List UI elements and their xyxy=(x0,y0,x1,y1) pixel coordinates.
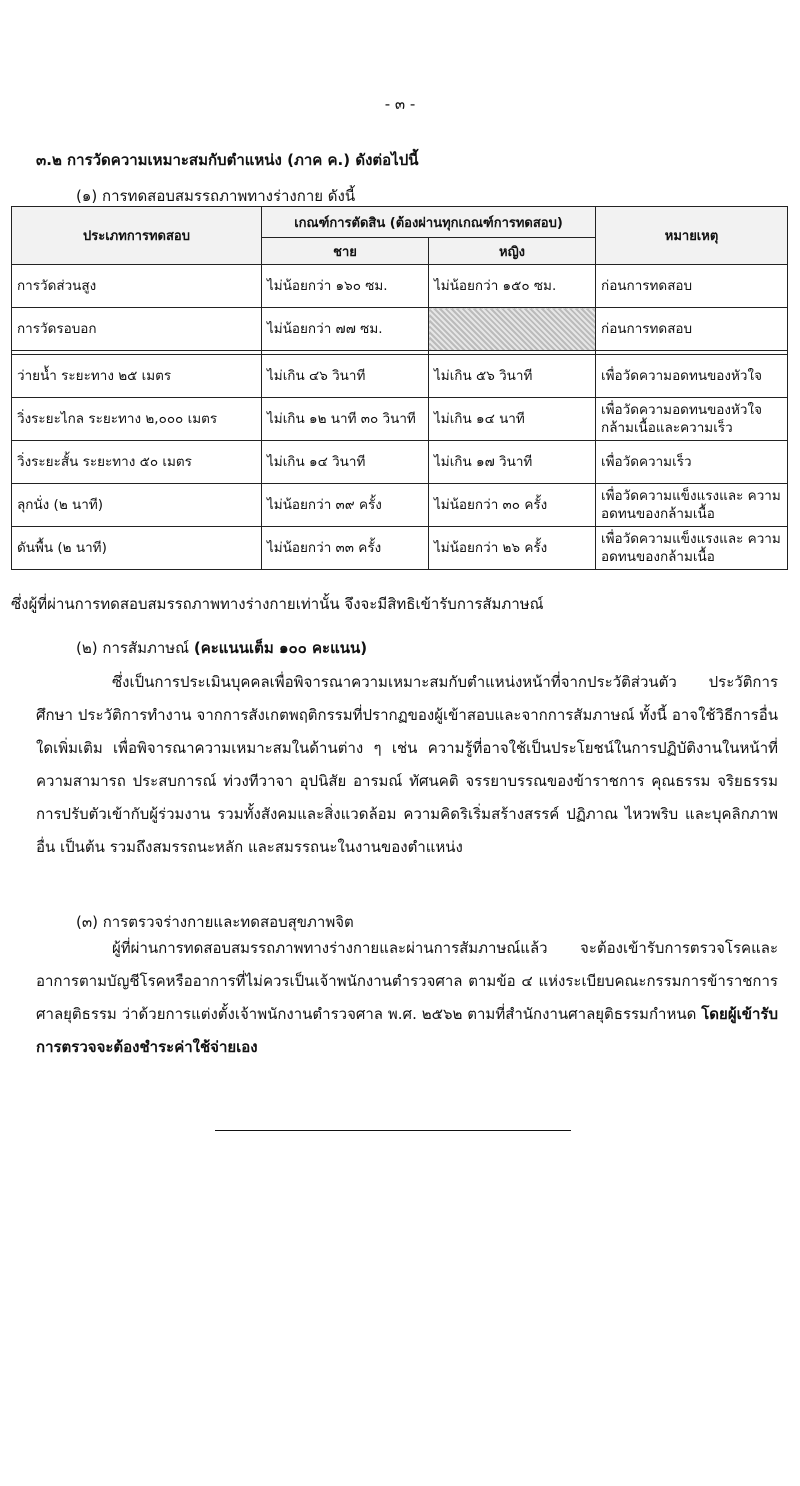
interview-score: (คะแนนเต็ม ๑๐๐ คะแนน) xyxy=(193,639,368,657)
cell-test-type: การวัดรอบอก xyxy=(12,308,262,351)
table-row xyxy=(12,527,788,570)
cell-male: ไม่น้อยกว่า ๗๗ ซม. xyxy=(262,308,429,351)
interview-title-text: (๒) การสัมภาษณ์ xyxy=(76,639,194,657)
cell-test-type: ดันพื้น (๒ นาที) xyxy=(12,527,262,570)
section-heading: ๓.๒ การวัดความเหมาะสมกับตำแหน่ง (ภาค ค.) ดังต่อไปนี้ xyxy=(36,151,419,169)
cell-note: ก่อนการทดสอบ xyxy=(596,308,788,351)
cell-test-type: ลุกนั่ง (๒ นาที) xyxy=(12,484,262,527)
cell-female: ไม่น้อยกว่า ๑๕๐ ซม. xyxy=(429,265,596,308)
cell-test-type: วิ่งระยะไกล ระยะทาง ๒,๐๐๐ เมตร xyxy=(12,398,262,441)
cell-male: ไม่เกิน ๔๖ วินาที xyxy=(262,355,429,398)
cell-female: ไม่น้อยกว่า ๓๐ ครั้ง xyxy=(429,484,596,527)
interview-title xyxy=(76,636,367,660)
cell-male: ไม่เกิน ๑๒ นาที ๓๐ วินาที xyxy=(262,398,429,441)
header-female: หญิง xyxy=(429,238,596,265)
medical-exam-paragraph xyxy=(36,932,778,1064)
cell-female: ไม่เกิน ๑๗ วินาที xyxy=(429,441,596,484)
header-male: ชาย xyxy=(262,238,429,265)
end-divider xyxy=(215,1130,571,1131)
cell-female: ไม่เกิน ๕๖ วินาที xyxy=(429,355,596,398)
table-row xyxy=(12,441,788,484)
table-row xyxy=(12,484,788,527)
cell-note: เพื่อวัดความเร็ว xyxy=(596,441,788,484)
cell-female: ไม่เกิน ๑๔ นาที xyxy=(429,398,596,441)
table-row xyxy=(12,265,788,308)
fitness-criteria-table xyxy=(11,206,788,570)
table-row xyxy=(12,308,788,351)
cell-female-not-applicable xyxy=(429,308,596,351)
physical-test-subheading: (๑) การทดสอบสมรรถภาพทางร่างกาย ดังนี้ xyxy=(76,187,356,205)
medical-exam-cost-note: โดยผู้เข้ารับการตรวจจะต้องชำระค่าใช้จ่ายเอง xyxy=(36,1005,778,1056)
cell-test-type: การวัดส่วนสูง xyxy=(12,265,262,308)
header-test-type: ประเภทการทดสอบ xyxy=(12,207,262,265)
cell-male: ไม่น้อยกว่า ๓๓ ครั้ง xyxy=(262,527,429,570)
cell-test-type: วิ่งระยะสั้น ระยะทาง ๕๐ เมตร xyxy=(12,441,262,484)
cell-test-type: ว่ายน้ำ ระยะทาง ๒๕ เมตร xyxy=(12,355,262,398)
medical-exam-title: (๓) การตรวจร่างกายและทดสอบสุขภาพจิต xyxy=(76,913,354,931)
cell-note: เพื่อวัดความอดทนของหัวใจ xyxy=(596,355,788,398)
cell-note: เพื่อวัดความแข็งแรงและ ความอดทนของกล้ามเนื้อ xyxy=(596,527,788,570)
interview-paragraph: ซึ่งเป็นการประเมินบุคคลเพื่อพิจารณาความเหมาะสมกับตำแหน่งหน้าที่จากประวัติส่วนตัว ประวัติการศึกษา ประวัติการทำงาน จากการสังเกตพฤติกรรมที่ปรากฏของผู้เข้าสอบและจากการสัมภาษณ์ ทั้งนี้ อาจใช้วิธีการอื่นใดเพิ่มเติม เพื่อพิจารณาความเหมาะสมในด้านต่าง ๆ เช่น ความรู้ที่อาจใช้เป็นประโยชน์ในการปฏิบัติงานในหน้าที่ ความสามารถ ประสบการณ์ ท่วงทีวาจา อุปนิสัย อารมณ์ ทัศนคติ จรรยาบรรณของข้าราชการ คุณธรรม จริยธรรม การปรับตัวเข้ากับผู้ร่วมงาน รวมทั้งสังคมและสิ่งแวดล้อม ความคิดริเริ่มสร้างสรรค์ ปฏิภาณ ไหวพริบ และบุคลิกภาพอื่น เป็นต้น รวมถึงสมรรถนะหลัก และสมรรถนะในงานของตำแหน่ง xyxy=(36,673,778,856)
cell-female: ไม่น้อยกว่า ๒๖ ครั้ง xyxy=(429,527,596,570)
page-number: - ๓ - xyxy=(384,95,416,113)
eligibility-note: ซึ่งผู้ที่ผ่านการทดสอบสมรรถภาพทางร่างกายเท่านั้น จึงจะมีสิทธิเข้ารับการสัมภาษณ์ xyxy=(11,595,544,613)
cell-note: ก่อนการทดสอบ xyxy=(596,265,788,308)
cell-note: เพื่อวัดความอดทนของหัวใจ กล้ามเนื้อและความเร็ว xyxy=(596,398,788,441)
cell-male: ไม่น้อยกว่า ๑๖๐ ซม. xyxy=(262,265,429,308)
table-row xyxy=(12,355,788,398)
cell-note: เพื่อวัดความแข็งแรงและ ความอดทนของกล้ามเนื้อ xyxy=(596,484,788,527)
header-criteria: เกณฑ์การตัดสิน (ต้องผ่านทุกเกณฑ์การทดสอบ) xyxy=(262,207,596,238)
header-note: หมายเหตุ xyxy=(596,207,788,265)
cell-male: ไม่น้อยกว่า ๓๙ ครั้ง xyxy=(262,484,429,527)
cell-male: ไม่เกิน ๑๔ วินาที xyxy=(262,441,429,484)
medical-exam-text: ผู้ที่ผ่านการทดสอบสมรรถภาพทางร่างกายและผ่านการสัมภาษณ์แล้ว จะต้องเข้ารับการตรวจโรคและอาการตามบัญชีโรคหรืออาการที่ไม่ควรเป็นเจ้าพนักงานตำรวจศาล ตามข้อ ๔ แห่งระเบียบคณะกรรมการข้าราชการศาลยุติธรรม ว่าด้วยการแต่งตั้งเจ้าพนักงานตำรวจศาล พ.ศ. ๒๕๖๒ ตามที่สำนักงานศาลยุติธรรมกำหนด xyxy=(36,939,778,1023)
table-row xyxy=(12,398,788,441)
